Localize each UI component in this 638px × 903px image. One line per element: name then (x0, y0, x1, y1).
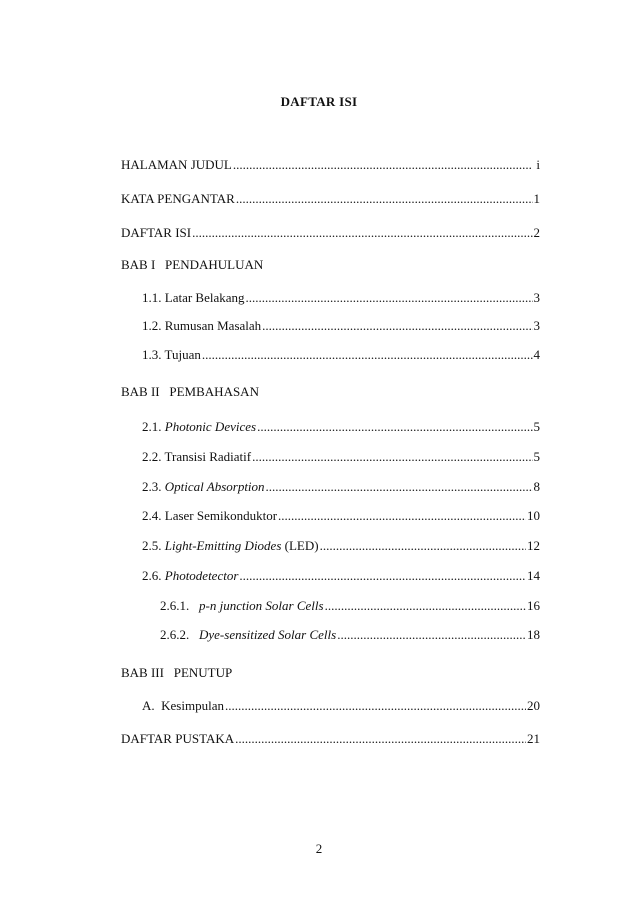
toc-leader-dots (246, 290, 533, 306)
toc-leader-dots (325, 598, 526, 614)
toc-number: 2.6. (142, 568, 165, 583)
toc-page-number: 10 (527, 508, 540, 523)
toc-entry-2-2 (142, 449, 540, 465)
toc-leader-dots (337, 627, 526, 643)
toc-page-number: 4 (533, 347, 540, 362)
toc-heading-bab-3: BAB III PENUTUP (121, 665, 233, 680)
toc-entry-2-6-1 (160, 598, 540, 614)
toc-title-italic: Dye-sensitized Solar Cells (199, 627, 337, 642)
toc-entry-kesimpulan (142, 698, 540, 714)
toc-title-italic: Light-Emitting Diodes (164, 538, 282, 553)
page-number: 2 (315, 841, 323, 856)
toc-leader-dots (192, 225, 532, 241)
toc-entry-2-6-2 (160, 627, 540, 643)
toc-leader-dots (252, 449, 532, 465)
toc-label (142, 538, 319, 554)
toc-title-italic: p-n junction Solar Cells (199, 598, 324, 613)
toc-page-number: 14 (527, 568, 540, 583)
toc-label: 2.2. Transisi Radiatif (142, 449, 252, 464)
toc-page-number: 5 (533, 449, 540, 464)
toc-entry-2-6 (142, 568, 540, 584)
toc-title-italic: Photonic Devices (164, 419, 257, 434)
toc-label: HALAMAN JUDUL (121, 157, 232, 172)
toc-page-number: 2 (533, 225, 540, 240)
toc-entry-2-3 (142, 479, 540, 495)
toc-leader-dots (233, 157, 532, 173)
toc-page-number: 5 (533, 419, 540, 434)
toc-leader-dots (225, 698, 526, 714)
toc-title-italic: Optical Absorption (164, 479, 265, 494)
toc-title-italic: Photodetector (164, 568, 239, 583)
toc-number: 2.1. (142, 419, 165, 434)
toc-entry-halaman-judul (121, 157, 540, 173)
toc-number: 2.3. (142, 479, 165, 494)
toc-page-number: 1 (533, 191, 540, 206)
toc-label (160, 598, 324, 614)
toc-leader-dots (278, 508, 526, 524)
page-title: DAFTAR ISI (280, 94, 358, 109)
toc-label: DAFTAR PUSTAKA (121, 731, 235, 746)
toc-entry-2-5 (142, 538, 540, 554)
toc-label: KATA PENGANTAR (121, 191, 235, 206)
toc-page-number: 20 (527, 698, 540, 713)
toc-label: DAFTAR ISI (121, 225, 192, 240)
toc-leader-dots (235, 731, 526, 747)
toc-page-number: 21 (527, 731, 540, 746)
toc-entry-1-2 (142, 318, 540, 334)
toc-leader-dots (239, 568, 526, 584)
toc-label: 2.4. Laser Semikonduktor (142, 508, 278, 523)
toc-number: 2.6.2. (160, 627, 199, 642)
toc-entry-1-1 (142, 290, 540, 306)
toc-entry-2-4 (142, 508, 540, 524)
toc-entry-daftar-pustaka (121, 731, 540, 747)
toc-leader-dots (236, 191, 533, 207)
toc-heading-bab-1: BAB I PENDAHULUAN (121, 257, 264, 272)
toc-label: 1.2. Rumusan Masalah (142, 318, 262, 333)
toc-entry-1-3 (142, 347, 540, 363)
toc-number: 2.6.1. (160, 598, 199, 613)
toc-label (160, 627, 336, 643)
toc-entry-kata-pengantar (121, 191, 540, 207)
toc-title-suffix: (LED) (281, 538, 319, 553)
toc-page-number: 3 (533, 318, 540, 333)
toc-page-number: 3 (533, 290, 540, 305)
toc-heading-bab-2: BAB II PEMBAHASAN (121, 384, 259, 399)
toc-page-number: i (533, 157, 540, 172)
toc-page-number: 12 (527, 538, 540, 553)
toc-label (142, 419, 256, 435)
toc-leader-dots (257, 419, 532, 435)
toc-page-number: 16 (527, 598, 540, 613)
toc-page-number: 18 (527, 627, 540, 642)
toc-label: A. Kesimpulan (142, 698, 224, 713)
toc-leader-dots (266, 479, 533, 495)
toc-leader-dots (202, 347, 533, 363)
toc-leader-dots (320, 538, 526, 554)
toc-label: 1.1. Latar Belakang (142, 290, 245, 305)
toc-number: 2.5. (142, 538, 165, 553)
toc-entry-daftar-isi (121, 225, 540, 241)
toc-label: 1.3. Tujuan (142, 347, 201, 362)
toc-label (142, 479, 265, 495)
toc-label (142, 568, 238, 584)
toc-entry-2-1 (142, 419, 540, 435)
toc-leader-dots (262, 318, 532, 334)
toc-page-number: 8 (533, 479, 540, 494)
